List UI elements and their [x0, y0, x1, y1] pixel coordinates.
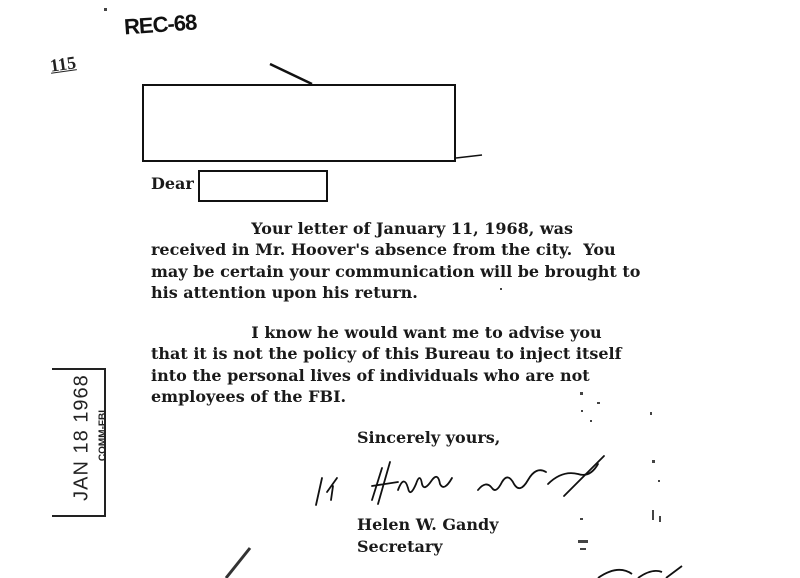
pen-stroke — [270, 64, 312, 84]
signer-name: Helen W. Gandy — [357, 515, 499, 534]
stamp-org: COMM-FBI — [97, 409, 109, 462]
serial-number: 115 — [48, 52, 78, 76]
pen-stroke — [598, 566, 682, 578]
rec-stamp: REC-68 — [123, 9, 197, 40]
handwritten-signature — [316, 456, 604, 505]
salutation: Dear — [151, 174, 194, 193]
pen-stroke — [226, 548, 250, 578]
pen-stroke — [456, 155, 482, 158]
letter-paragraph-1: Your letter of January 11, 1968, was received in Mr. Hoover's absence from the city. You may be certain your communication will be brought to his attention upon his return. — [151, 219, 641, 302]
stamp-date: JAN 18 1968 — [70, 374, 93, 501]
signer-title: Secretary — [357, 537, 443, 556]
closing: Sincerely yours, — [357, 428, 501, 447]
letter-paragraph-2: I know he would want me to advise you that it is not the policy of this Bureau to inject itself into the personal lives of individuals who are not employees of the FBI. — [151, 323, 622, 406]
